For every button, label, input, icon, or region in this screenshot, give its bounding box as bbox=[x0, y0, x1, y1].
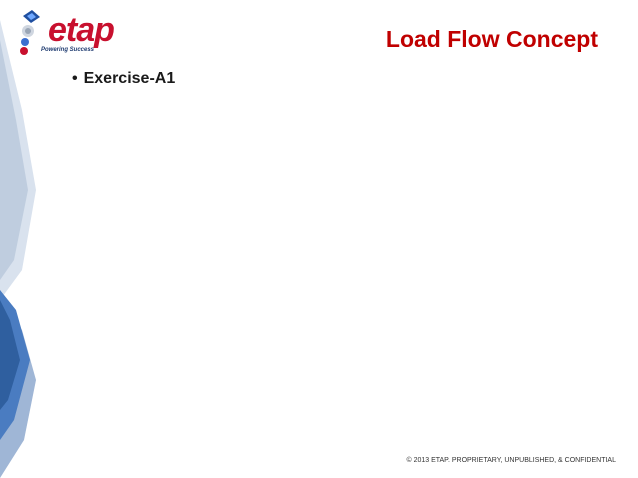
bullet-item bbox=[72, 70, 175, 88]
logo-tagline: Powering Success bbox=[41, 47, 95, 53]
etap-logo bbox=[18, 8, 118, 60]
bullet-text: Exercise-A1 bbox=[83, 70, 176, 87]
slide-title: Load Flow Concept bbox=[385, 26, 598, 52]
copyright-footer: © 2013 ETAP. PROPRIETARY, UNPUBLISHED, & CONFIDENTIAL bbox=[406, 457, 616, 464]
left-decoration bbox=[0, 0, 60, 478]
logo-wordmark: etap bbox=[48, 11, 114, 49]
bullet-marker: • bbox=[72, 70, 78, 87]
